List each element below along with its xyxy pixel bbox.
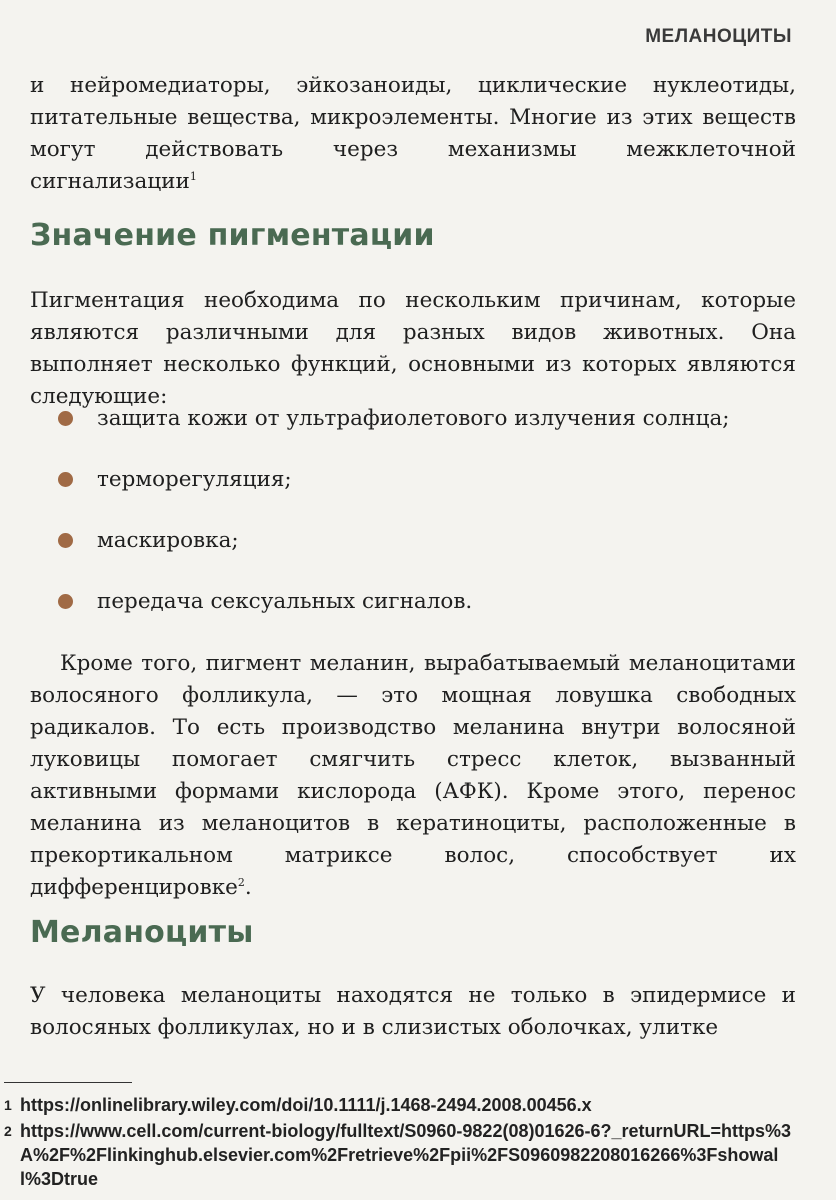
melanocytes-paragraph: У человека меланоциты находятся не только в эпидермисе и волосяных фолликулах, но и в слизистых оболочках, улитке <box>30 983 796 1040</box>
functions-list <box>58 403 730 647</box>
bullet-icon <box>58 594 73 609</box>
list-item-text: маскировка; <box>97 528 239 553</box>
intro-paragraph <box>30 70 796 198</box>
pigmentation-intro: Пигментация необходима по нескольким причинам, которые являются различными для разных видов животных. Она выполняет несколько функций, основными из которых являются следующие: <box>30 288 796 409</box>
bullet-icon <box>58 533 73 548</box>
footnote-link[interactable]: https://onlinelibrary.wiley.com/doi/10.1111/j.1468-2494.2008.00456.x <box>20 1095 592 1115</box>
list-item <box>58 403 730 434</box>
list-item <box>58 586 730 617</box>
footnote-ref-1: 1 <box>189 169 197 183</box>
footnotes <box>4 1093 796 1193</box>
footnote-link[interactable]: https://www.cell.com/current-biology/fulltext/S0960-9822(08)01626-6?_returnURL=https%3A%2F%2Flinkinghub.elsevier.com%2Fretrieve%2Fpii%2FS0960982208016266%3Fshowall%3Dtrue <box>20 1121 792 1189</box>
melanin-paragraph: Кроме того, пигмент меланин, вырабатываемый меланоцитами волосяного фолликула, — это мощная ловушка свободных радикалов. То есть производство меланина внутри волосяной луковицы помогает смягчить стресс клеток, вызванный активными формами кислорода (АФК). Кроме этого, перенос меланина из меланоцитов в кератиноциты, расположенные в прекортикальном матриксе волос, способствует их дифференцировке$^2$. <box>30 651 796 900</box>
footnote-number: 1 <box>4 1097 12 1113</box>
section-heading-melanocytes: Меланоциты <box>30 915 254 950</box>
list-item <box>58 464 730 495</box>
running-head: МЕЛАНОЦИТЫ <box>645 26 792 47</box>
melanin-paragraph-text: Кроме того, пигмент меланин, вырабатываемый меланоцитами волосяного фолликула, — это мощная ловушка свободных радикалов. То есть производство меланина внутри волосяной луковицы помогает смягчить стресс клеток, вызванный активными формами кислорода (АФК). Кроме этого, перенос меланина из меланоцитов в кератиноциты, расположенные в прекортикальном матриксе волос, способствует их дифференцировке <box>30 651 796 900</box>
footnote-1 <box>4 1093 796 1117</box>
footnote-2 <box>4 1119 796 1191</box>
list-item <box>58 525 730 556</box>
section-heading-pigmentation: Значение пигментации <box>30 218 435 253</box>
list-item-text: терморегуляция; <box>97 467 292 492</box>
list-item-text: защита кожи от ультрафиолетового излучения солнца; <box>97 406 730 431</box>
intro-paragraph-text: и нейромедиаторы, эйкозаноиды, циклические нуклеотиды, питательные вещества, микроэлементы. Многие из этих веществ могут действовать через механизмы межклеточной сигнализации <box>30 73 796 194</box>
bullet-icon <box>58 472 73 487</box>
footnote-divider <box>4 1082 132 1083</box>
bullet-icon <box>58 411 73 426</box>
footnote-ref-2: 2 <box>237 875 245 889</box>
list-item-text: передача сексуальных сигналов. <box>97 589 473 614</box>
footnote-number: 2 <box>4 1123 12 1139</box>
